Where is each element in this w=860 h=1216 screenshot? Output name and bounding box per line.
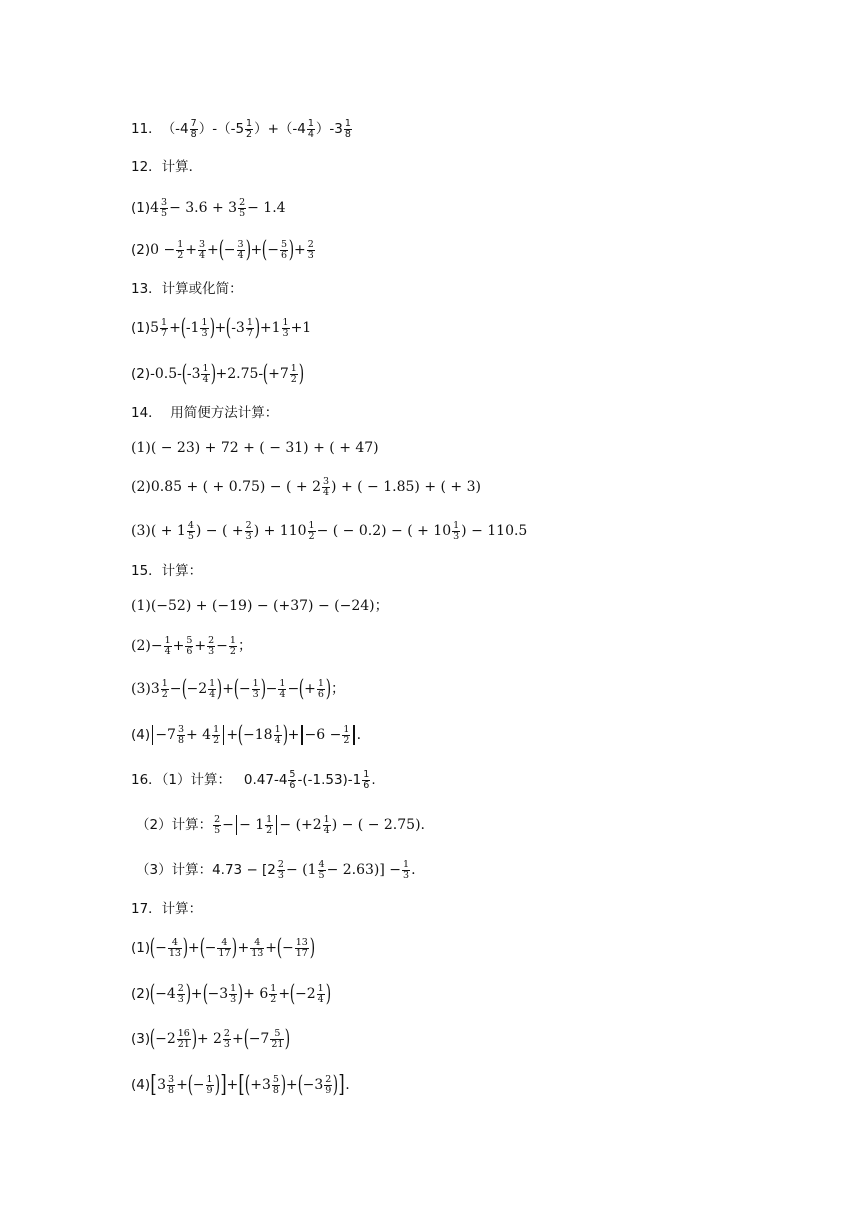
fraction: 1 8 (344, 118, 351, 140)
problem-14-2: (2)0.85 + ( + 0.75) − ( + 2 3 4 ) + ( − 1.85) + ( + 3) (131, 476, 481, 498)
problem-16-3: （3）计算：4.73 − [2 2 3 − (1 4 5 − 2.63)] − $\frac{1}{3}$ . (136, 859, 416, 881)
fraction: 7 8 (190, 118, 197, 140)
problem-14-heading: 14． 用简便方法计算： (131, 405, 279, 421)
problem-15-2: (2)− $\frac{1}{4}$ + $\frac{5}{6}$ + $\frac{2}{3}$ − $\frac{1}{2}$ ； (131, 635, 252, 657)
problem-15-1: (1)(−52) + (−19) − (+37) − (−24)； (131, 598, 389, 614)
problem-12-1: (1) 4 3 5 − 3.6 + 3 2 5 − 1.4 (131, 197, 286, 219)
problem-17-3: (3) ( −2 16 21 ) + 2 2 3 + ( −7 5 21 ) (131, 1026, 291, 1053)
problem-15-3: (3)3 1 2 − ( −2 1 4 ) + ( − $\frac{1}{3}$ ) − $\frac{1}{4}$ − ( + $\frac{1}{6}$ ) ； (131, 676, 345, 703)
problem-17-2: (2) ( −4 2 3 ) + ( −3 1 3 ) + 6 1 2 + ( −2 1 4 ) (131, 981, 331, 1008)
problem-11: 11． （-4 7 8 ）-（-5 1 2 ）+（-4 1 4 ）-3 1 8 (131, 118, 351, 140)
fraction: 1 4 (307, 118, 314, 140)
problem-13-heading: 13．计算或化简： (131, 281, 243, 297)
problem-14-1: (1)( − 23) + 72 + ( − 31) + ( + 47) (131, 440, 379, 456)
problem-14-3: (3)( + 1 4 5 ) − ( + $\frac{2}{3}$ ) + 110 1 2 − ( − 0.2) − ( + 10 1 3 ) − 110.5 (131, 520, 528, 542)
problem-15-heading: 15．计算： (131, 563, 203, 579)
problem-15-4: (4) −7 3 8 + 4 1 2 + ( −18 1 4 ) + −6 − $\frac{1}{2}$ . (131, 722, 362, 749)
problem-12-heading: 12．计算． (131, 159, 203, 175)
problem-16-2: （2）计算： 2 5 − − 1 1 2 − (+2 1 4 ) − ( − 2.75). (136, 814, 425, 836)
problem-17-1: (1) ( − $\frac{4}{13}$ ) + ( − $\frac{4}{17}$ ) + $\frac{4}{13}$ + ( − $\frac{13}{17}$ ) (131, 935, 316, 962)
fraction: 1 2 (246, 118, 253, 140)
problem-13-2: (2) -0.5- ( -3 1 4 ) +2.75- ( +7 1 2 ) (131, 361, 305, 388)
problem-12-2: (2) 0 − $\frac{1}{2}$ + $\frac{3}{4}$ + ( − $\frac{3}{4}$ ) + ( − $\frac{5}{6}$ ) + $\frac{2}{3}$ (131, 237, 314, 264)
problem-16-1: 16．（1）计算： 0.47-4 5 6 -(-1.53)-1 1 6 . (131, 769, 376, 791)
problem-17-heading: 17．计算： (131, 901, 203, 917)
problem-13-1: (1) 5 1 7 + ( -1 1 3 ) + ( -3 1 7 ) +1 1 3 +1 (131, 315, 312, 342)
problem-17-4: (4) [ 3 3 8 + ( − $\frac{1}{9}$ ) ] + [ ( +3 5 8 ) + ( −3 2 9 ) ] . (131, 1072, 350, 1099)
